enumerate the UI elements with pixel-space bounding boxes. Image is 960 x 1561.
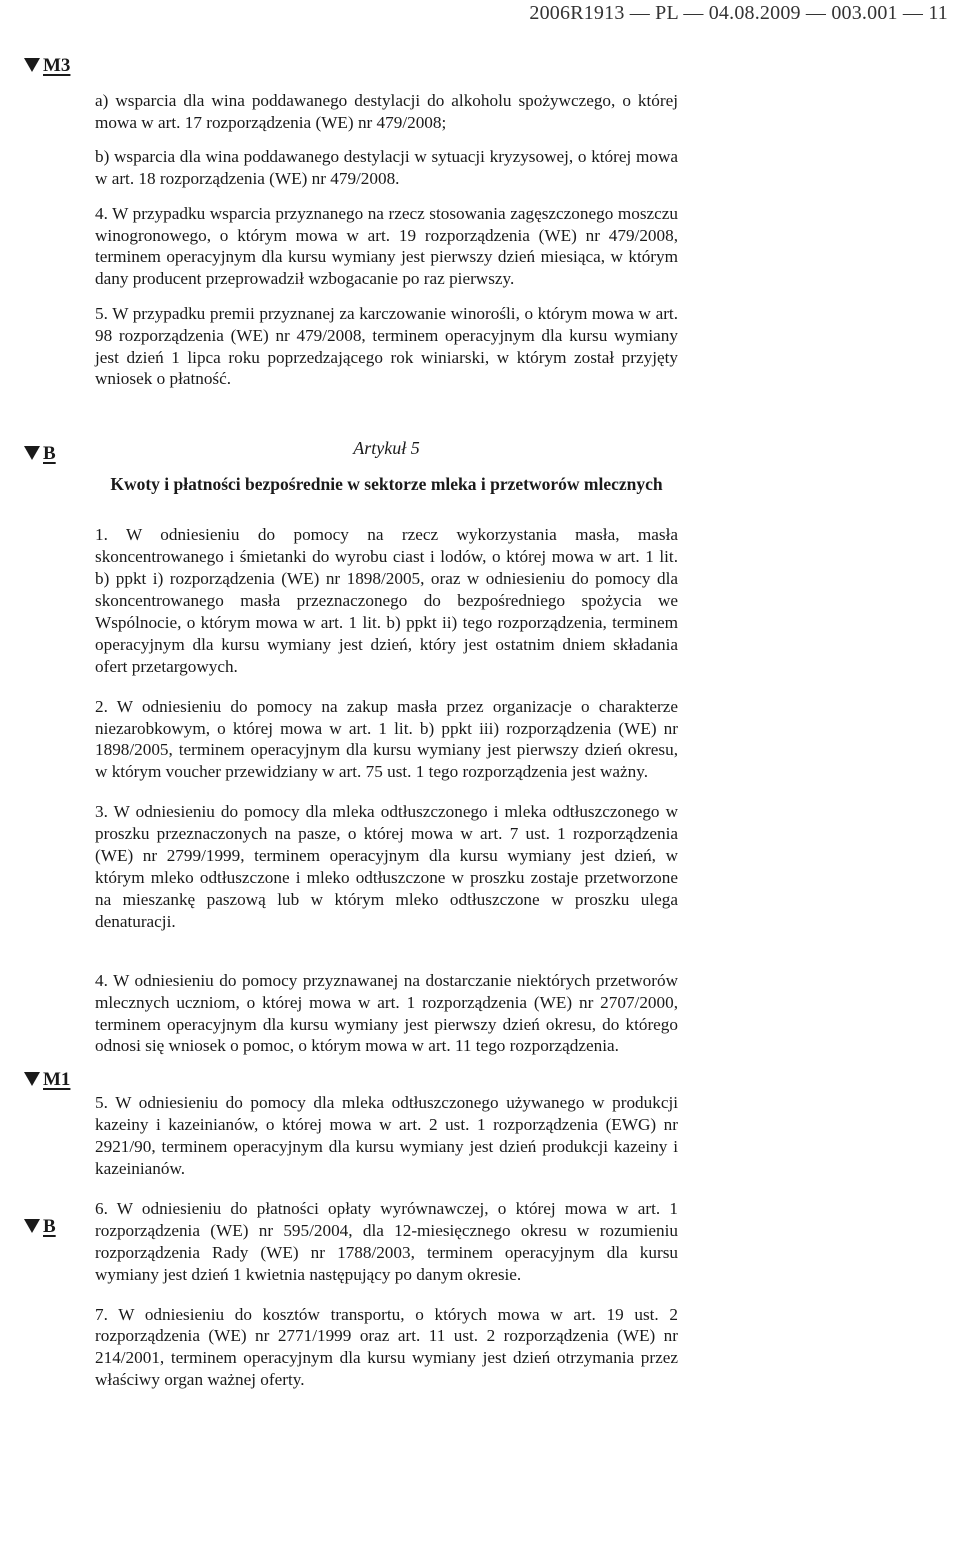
amendment-marker-m1[interactable] bbox=[24, 1069, 70, 1091]
paragraph-5: 5. W przypadku premii przyznanej za karczowanie winorośli, o którym mowa w art. 98 rozporządzenia (WE) nr 479/2008, terminem operacyjnym dla kursu wymiany jest dzień 1 lipca roku poprzedzającego rok winiarski, w którym został przyjęty wniosek o płatność. bbox=[95, 303, 678, 389]
amendment-marker-b[interactable] bbox=[24, 1216, 56, 1238]
triangle-down-icon bbox=[24, 1072, 40, 1086]
running-head: 2006R1913 — PL — 04.08.2009 — 003.001 — 11 bbox=[529, 2, 948, 24]
amendment-marker-b[interactable] bbox=[24, 443, 56, 465]
article-paragraph-7: 7. W odniesieniu do kosztów transportu, o których mowa w art. 19 ust. 2 rozporządzenia (WE) nr 2771/1999 oraz art. 11 ust. 2 rozporządzenia (WE) nr 214/2001, terminem operacyjnym dla kursu wymiany jest dzień otrzymania przez właściwy organ ważnej oferty. bbox=[95, 1304, 678, 1390]
article-number: Artykuł 5 bbox=[353, 438, 420, 459]
article-paragraph-2: 2. W odniesieniu do pomocy na zakup masła przez organizacje o charakterze niezarobkowym, o której mowa w art. 1 lit. b) ppkt iii) rozporządzenia (WE) nr 1898/2005, terminem operacyjnym dla kursu wymiany jest pierwszy dzień okresu, w którym voucher przewidziany w art. 75 ust. 1 tego rozporządzenia jest ważny. bbox=[95, 696, 678, 782]
point-b: b) wsparcia dla wina poddawanego destylacji w sytuacji kryzysowej, o której mowa w art. 18 rozporządzenia (WE) nr 479/2008. bbox=[95, 147, 678, 189]
document-body bbox=[95, 90, 678, 1391]
triangle-down-icon bbox=[24, 446, 40, 460]
marker-label: B bbox=[43, 443, 56, 464]
article-paragraph-3: 3. W odniesieniu do pomocy dla mleka odtłuszczonego i mleka odtłuszczonego w proszku przeznaczonych na pasze, o której mowa w art. 7 ust. 1 rozporządzenia (WE) nr 2799/1999, terminem operacyjnym dla kursu wymiany jest dzień, w którym mleko odtłuszczone i mleko odtłuszczone w proszku zostaje przetworzone na mieszankę paszową lub w którym mleko odtłuszczone w proszku ulega denaturacji. bbox=[95, 802, 678, 931]
amendment-marker-m3[interactable] bbox=[24, 55, 70, 77]
article-title: Kwoty i płatności bezpośrednie w sektorze mleka i przetworów mlecznych bbox=[110, 474, 663, 495]
article-paragraph-5: 5. W odniesieniu do pomocy dla mleka odtłuszczonego używanego w produkcji kazeiny i kazeinianów, o której mowa w art. 2 ust. 1 rozporządzenia (EWG) nr 2921/90, terminem operacyjnym dla kursu wymiany jest dzień produkcji kazeiny i kazeinianów. bbox=[95, 1093, 678, 1179]
marker-label: B bbox=[43, 1216, 56, 1237]
point-a: a) wsparcia dla wina poddawanego destylacji do alkoholu spożywczego, o której mowa w art. 17 rozporządzenia (WE) nr 479/2008; bbox=[95, 91, 678, 132]
article-paragraph-1: 1. W odniesieniu do pomocy na rzecz wykorzystania masła, masła skoncentrowanego i śmietanki do wyrobu ciast i lodów, o której mowa w art. 1 lit. b) ppkt i) rozporządzenia (WE) nr 1898/2005, oraz w odniesieniu do pomocy dla skoncentrowanego masła przeznaczonego do bezpośredniego spożycia we Wspólnocie, o którym mowa w art. 1 lit. b) ppkt ii) tego rozporządzenia, terminem operacyjnym dla kursu wymiany jest dzień, który jest ostatnim dniem składania ofert przetargowych. bbox=[95, 525, 678, 676]
article-paragraph-6: 6. W odniesieniu do płatności opłaty wyrównawczej, o której mowa w art. 1 rozporządzenia (WE) nr 595/2004, dla 12-miesięcznego okresu w rozumieniu rozporządzenia Rady (WE) nr 1788/2003, terminem operacyjnym dla kursu wymiany jest dzień 1 kwietnia następujący po danym okresie. bbox=[95, 1198, 678, 1284]
article-paragraph-4: 4. W odniesieniu do pomocy przyznawanej na dostarczanie niektórych przetworów mlecznych uczniom, o której mowa w art. 1 rozporządzenia (WE) nr 2707/2000, terminem operacyjnym dla kursu wymiany jest pierwszy dzień okresu, do którego odnosi się wniosek o pomoc, o którym mowa w art. 11 tego rozporządzenia. bbox=[95, 970, 678, 1056]
triangle-down-icon bbox=[24, 58, 40, 72]
marker-label: M1 bbox=[43, 1069, 71, 1090]
marker-label: M3 bbox=[43, 55, 71, 76]
paragraph-4: 4. W przypadku wsparcia przyznanego na rzecz stosowania zagęszczonego moszczu winogronowego, o którym mowa w art. 19 rozporządzenia (WE) nr 479/2008, terminem operacyjnym dla kursu wymiany jest pierwszy dzień miesiąca, w którym dany producent przeprowadził wzbogacanie po raz pierwszy. bbox=[95, 203, 678, 289]
triangle-down-icon bbox=[24, 1219, 40, 1233]
